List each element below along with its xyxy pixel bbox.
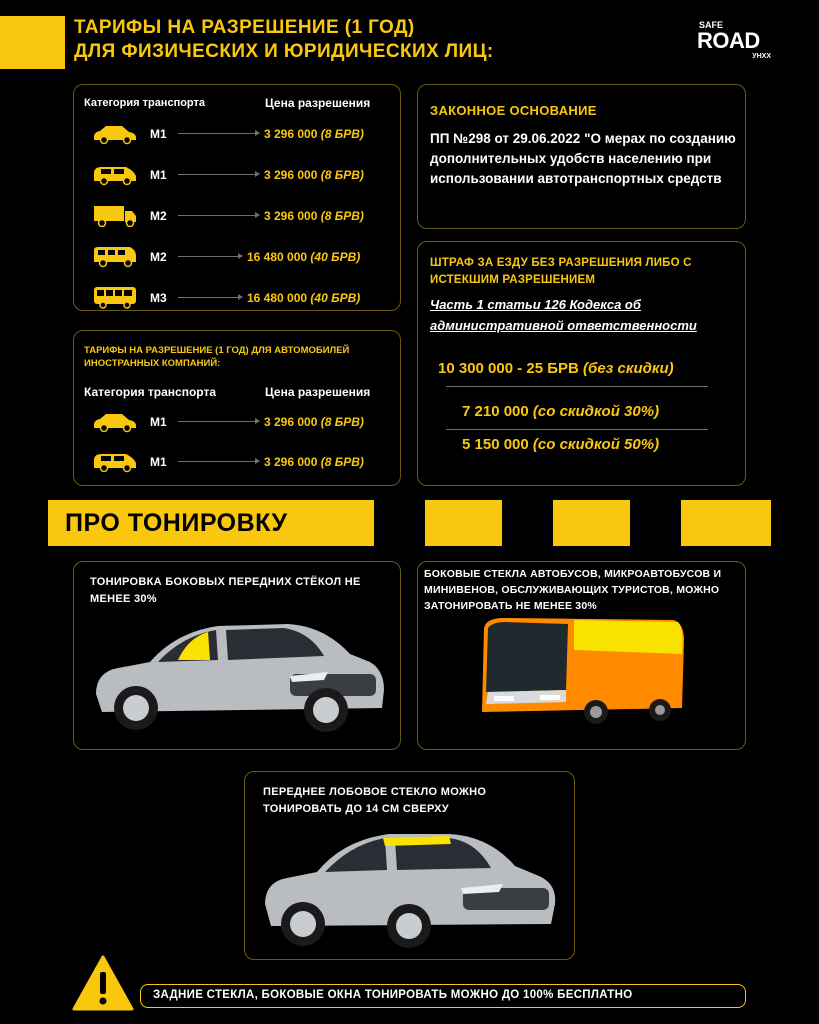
windshield-tint-panel: [244, 771, 575, 960]
bus-tint-text: БОКОВЫЕ СТЕКЛА АВТОБУСОВ, МИКРОАВТОБУСОВ И МИНИВЕНОВ, ОБСЛУЖИВАЮЩИХ ТУРИСТОВ, МОЖНО ЗАТОНИРОВАТЬ НЕ МЕНЕЕ 30%: [424, 568, 722, 612]
price-label: 16 480 000 (40 БРВ): [247, 291, 361, 305]
fine-amount-30: 7 210 000 (со скидкой 30%): [462, 403, 660, 420]
price-label: 3 296 000 (8 БРВ): [264, 209, 364, 223]
warning-icon: [72, 954, 134, 1012]
legal-text: ПП №298 от 29.06.2022 "О мерах по созданию дополнительных удобств населению при использовании автотранспортных средств: [430, 131, 736, 186]
category-label: M2: [150, 209, 167, 223]
category-label: M2: [150, 250, 167, 264]
section-title-tinting: ПРО ТОНИРОВКУ: [48, 500, 374, 546]
arrow-icon: [178, 256, 242, 257]
divider: [446, 429, 708, 430]
minivan-icon: [92, 164, 138, 186]
category-label: M1: [150, 168, 167, 182]
foreign-tariffs-panel: [73, 330, 401, 486]
price-label: 3 296 000 (8 БРВ): [264, 455, 364, 469]
col-price-header: Цена разрешения: [265, 385, 371, 399]
price-label: 16 480 000 (40 БРВ): [247, 250, 361, 264]
col-category-header: Категория транспорта: [84, 385, 217, 399]
arrow-icon: [178, 461, 259, 462]
divider: [446, 386, 708, 387]
price-label: 3 296 000 (8 БРВ): [264, 127, 364, 141]
arrow-icon: [178, 133, 259, 134]
bus-tint-panel: [417, 561, 746, 750]
bus-icon: [92, 287, 138, 309]
col-category-header: Категория транспорта: [84, 97, 206, 109]
side-front-tint-panel: [73, 561, 401, 750]
sedan-car-image: [88, 616, 388, 736]
arrow-icon: [178, 215, 259, 216]
decor-block: [425, 500, 502, 546]
table-row: [74, 451, 400, 473]
fine-panel: [417, 241, 746, 486]
price-label: 3 296 000 (8 БРВ): [264, 168, 364, 182]
sedan-car-icon: [92, 411, 138, 433]
arrow-icon: [178, 297, 242, 298]
minivan-icon: [92, 451, 138, 473]
category-label: M3: [150, 291, 167, 305]
rear-tint-banner: ЗАДНИЕ СТЕКЛА, БОКОВЫЕ ОКНА ТОНИРОВАТЬ МОЖНО ДО 100% БЕСПЛАТНО: [140, 984, 746, 1008]
table-row: [74, 123, 400, 145]
table-row: [74, 246, 400, 268]
foreign-title: ТАРИФЫ НА РАЗРЕШЕНИЕ (1 ГОД) ДЛЯ АВТОМОБИЛЕЙ ИНОСТРАННЫХ КОМПАНИЙ:: [84, 345, 350, 369]
fine-title: ШТРАФ ЗА ЕЗДУ БЕЗ РАЗРЕШЕНИЯ ЛИБО С ИСТЕКШИМ РАЗРЕШЕНИЕМ: [430, 257, 692, 286]
category-label: M1: [150, 455, 167, 469]
sedan-car-image: [259, 826, 559, 952]
side-front-tint-text: ТОНИРОВКА БОКОВЫХ ПЕРЕДНИХ СТЁКОЛ НЕ МЕНЕЕ 30%: [90, 576, 361, 605]
minibus-icon: [92, 246, 138, 268]
legal-basis-panel: [417, 84, 746, 229]
fine-amount-full: 10 300 000 - 25 БРВ (без скидки): [438, 360, 674, 377]
logo: SAFE ROAD УНХХ: [697, 20, 771, 60]
category-label: M1: [150, 127, 167, 141]
col-price-header: Цена разрешения: [265, 96, 371, 110]
decor-block: [553, 500, 630, 546]
legal-title: ЗАКОННОЕ ОСНОВАНИЕ: [430, 103, 597, 118]
fine-article-line2: административной ответственности: [430, 318, 697, 333]
windshield-tint-text: ПЕРЕДНЕЕ ЛОБОВОЕ СТЕКЛО МОЖНО ТОНИРОВАТЬ ДО 14 СМ СВЕРХУ: [263, 786, 487, 815]
header-accent-block: [0, 16, 65, 69]
category-label: M1: [150, 415, 167, 429]
tour-bus-image: [474, 616, 686, 728]
table-row: [74, 287, 400, 309]
truck-icon: [92, 205, 138, 227]
arrow-icon: [178, 174, 259, 175]
fine-amount-50: 5 150 000 (со скидкой 50%): [462, 436, 660, 453]
page-title: ТАРИФЫ НА РАЗРЕШЕНИЕ (1 ГОД) ДЛЯ ФИЗИЧЕСКИХ И ЮРИДИЧЕСКИХ ЛИЦ:: [74, 17, 494, 62]
price-label: 3 296 000 (8 БРВ): [264, 415, 364, 429]
fine-article-line1: Часть 1 статьи 126 Кодекса об: [430, 297, 641, 312]
table-row: [74, 411, 400, 433]
table-row: [74, 164, 400, 186]
arrow-icon: [178, 421, 259, 422]
tariffs-panel: [73, 84, 401, 311]
table-row: [74, 205, 400, 227]
sedan-car-icon: [92, 123, 138, 145]
decor-block: [681, 500, 771, 546]
